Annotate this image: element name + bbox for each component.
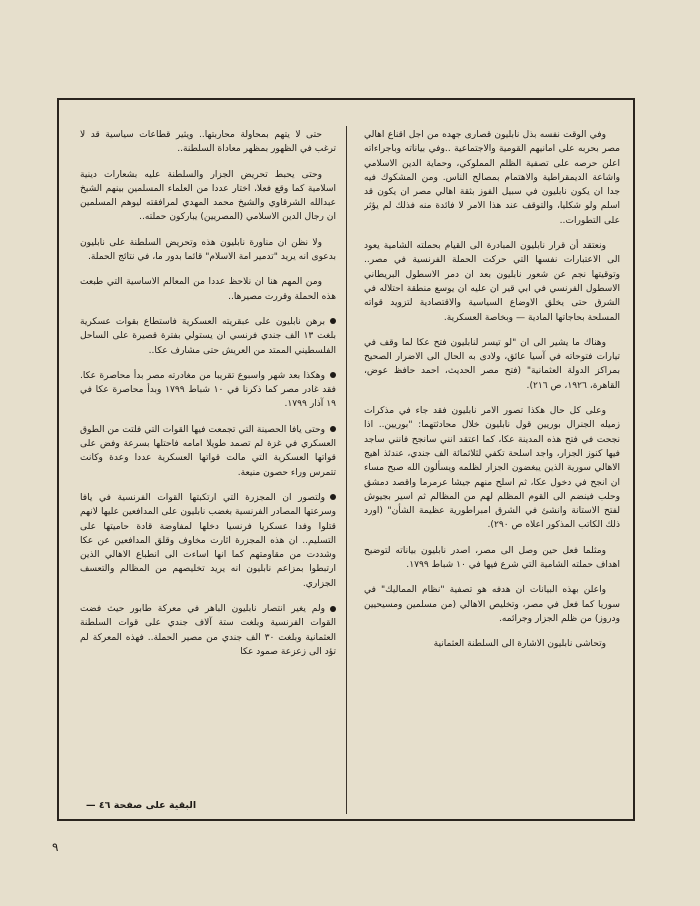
bullet-text: وهكذا بعد شهر واسبوع تقريبا من مغادرته مصر بدأ محاصرة عكا. فقد غادر مصر كما ذكرنا في ١٠ شباط ١٧٩٩ وبدأ محاصرة عكا في ١٩ آذار ١٧٩٩. (80, 370, 336, 410)
bullet-paragraph (80, 602, 336, 659)
paragraph: واعلن بهذه البيانات ان هدفه هو تصفية "نظام المماليك" في سوريا كما فعل في مصر، وتخليص الاهالي (من مسلمين ومسيحيين ودروز) من ظلم الجزار وجرائمه. (364, 585, 620, 624)
paragraph: وفي الوقت نفسه بذل نابليون قصارى جهده من اجل اقناع اهالي مصر بحربه على امانيهم القومية والاجتماعية ..وفي بياناته وباجراءاته اعلن حرصه على تصفية الظلم المملوكي، وحماية الدين الاسلامي واشاعة الديمقراطية والاهتمام بمصالح الناس. ومن المشكوك فيه جدا ان يكون نابليون في سبيل الفوز بثقة اهالي مصر ان يكون قد اسلم ولو شكليا، والتوقف عند هذا الامر لا فائدة منه فذلك لم يؤثر على التطورات.. (364, 130, 620, 226)
paragraph: وعلى كل حال هكذا تصور الامر نابليون فقد جاء في مذكرات زميله الجنرال بوريين قول نابليون خلال محادثتهما: "بوريين.. اذا نجحت في فتح هذه المدينة عكا، كما اعتقد انني سانجح فانني ساجد فيها كنوز الجزار، واجد اسلحة تكفي لثلاثمائة الف جندي، عندئذ اهيج الاهالي سورية الذين يبغضون الجزار لظلمه ويسألون الله صبح مساء ان انجح في دخول عكا، ثم اسلح منهم جيشا عرمرما واقصد دمشق وحلب فينضم الى القوم المظلم لهم من المظالم ثم اسير بجيوش لفتح الاستانة وانشئ في الشرق امبراطورية عظيمة الشأن" (اورد ذلك الكاتب المذكور اعلاه ص ٢٩٠). (364, 406, 620, 531)
bullet-icon (330, 426, 336, 432)
bullet-icon (330, 494, 336, 500)
bullet-paragraph (80, 315, 336, 358)
paragraph: ومثلما فعل حين وصل الى مصر، اصدر نابليون بياناته لتوضيح اهداف حملته الشامية التي شرع فيها في ١٠ شباط ١٧٩٩. (364, 545, 620, 571)
text-column-right (364, 128, 620, 818)
bullet-paragraph (80, 491, 336, 591)
bullet-text: ولتصور ان المجزرة التي ارتكبتها القوات الفرنسية في يافا وسرعتها المصادر الفرنسية بغضب نابليون على المدافعين عليها لانهم قتلوا وفدا عسكريا فرنسيا دخلها لمفاوضة قادة حاميتها على التسليم.. ان هذه المجزرة اثارت مخاوف وقلق المدافعين عن عكا وشددت من مقاومتهم كما انها اساءت الى انطباع الاهالي الذين ارتبطوا بمزاعم نابليون انه يريد تخليصهم من المظالم والتعسف الجزاري. (80, 492, 336, 589)
paragraph: وهناك ما يشير الى ان "لو تيسر لنابليون فتح عكا لما وقف في تيارات فتوحاته في آسيا عائق، ولادى به الحال الى الاضرار الصحيح بمراكز الدولة العثمانية" (فتح مصر الحديث، احمد حافظ عوض، القاهرة، ١٩٢٦، ص ٢١٦). (364, 337, 620, 391)
paragraph: ونعتقد أن قرار نابليون المبادرة الى القيام بحملته الشامية يعود الى الاعتبارات نفسها التي حركت الحملة الفرنسية في مصر.. وتوقيتها نجم عن شعور نابليون بعد ان دمر الاسطول البريطاني الاسطول الفرنسي في ابي قير ان عليه ان يوسع منطقة احتلاله في الشرق حتى يخلق الاوضاع السياسية والاقتصادية لتزويد قواته المسلحة بحاجاتها المادية — وبخاصة العسكرية. (364, 241, 620, 323)
bullet-text: برهن نابليون على عبقريته العسكرية فاستطاع بقوات عسكرية بلغت ١٣ الف جندي فرنسي ان يستولي بفترة قصيرة على الساحل الفلسطيني الممتد من العريش حتى مشارف عكا.. (80, 316, 336, 356)
bullet-icon (330, 606, 336, 612)
bullet-icon (330, 372, 336, 378)
paragraph: وحتى يحبط تحريض الجزار والسلطنة عليه بشعارات دينية اسلامية كما وقع فعلا، اختار عددا من العلماء المسلمين بينهم الشيخ عبدالله الشرقاوي والشيخ محمد المهدي لمرافقته ليوهم المسلمين ان رجال الدين الاسلامي (المصريين) يباركون حملته.. (80, 169, 336, 223)
bullet-icon (330, 318, 336, 324)
paragraph: ومن المهم هنا ان نلاحظ عددا من المعالم الاساسية التي طبعت هذه الحملة وقررت مصيرها.. (80, 277, 336, 302)
column-divider (346, 126, 347, 814)
paragraph: ولا نظن ان مناورة نابليون هذه وتحريض السلطنة على نابليون بدعوى انه يريد "تدمير امة الاسلام" قائما بدور ما، في نتائج الحملة. (80, 237, 336, 263)
bullet-text: ولم يغير انتصار نابليون الباهر في معركة طابور حيث فضت القوات الفرنسية وبلغت ستة آلاف جندي على قوات السلطنة العثمانية وبلغت ٣٠ الف جندي من مصير الحملة.. فهذه المعركة لم تؤد الى زعزعة صمود عكا (80, 604, 336, 657)
bullet-text: وحتى يافا الحصينة التي تجمعت فيها القوات التي فلتت من الطوق العسكري في غزة لم تصمد طويلا امامه فاحتلها بسرعة وفض على قواتها العسكرية التي مالت قواتها العسكرية عددا وعدة وكانت تتمرس وراء حصون منيعة. (80, 424, 336, 478)
paragraph: حتى لا يتهم بمحاولة محاربتها.. ويثير قطاعات سياسية قد لا ترغب في الظهور بمظهر معاداة السلطنة.. (80, 130, 336, 155)
text-column-left (80, 128, 336, 818)
bullet-paragraph (80, 369, 336, 412)
bullet-paragraph (80, 423, 336, 480)
paragraph: وتحاشى نابليون الاشارة الى السلطنة العثمانية (433, 639, 606, 650)
continuation-note: البقية على صفحة ٤٦ — (86, 800, 197, 811)
page-number: ٩ (52, 840, 59, 854)
